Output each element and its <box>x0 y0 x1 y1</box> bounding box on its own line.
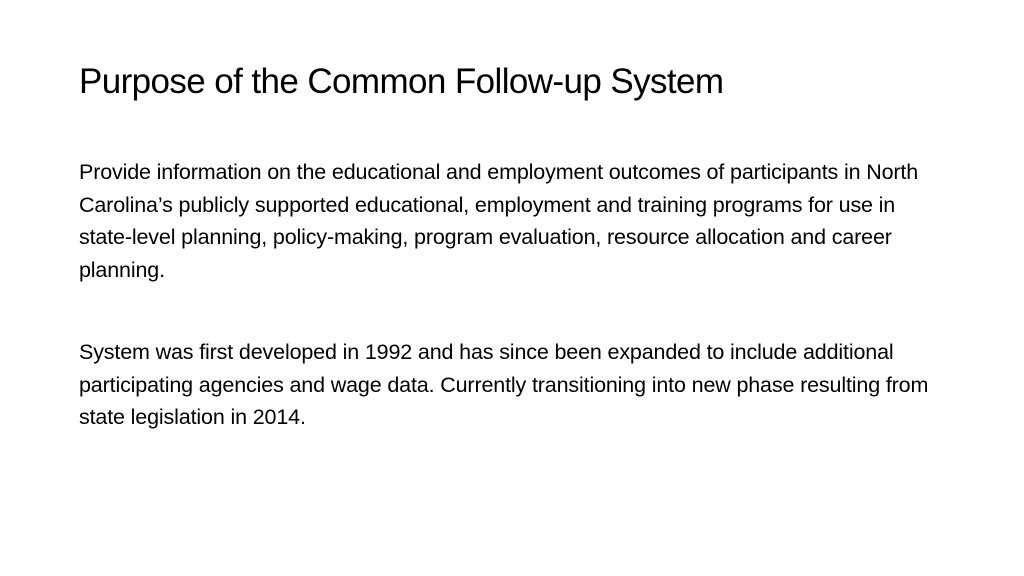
slide-body <box>79 156 949 484</box>
paragraph-purpose: Provide information on the educational and employment outcomes of participants in North Carolina’s publicly supported educational, employment and training programs for use in state-level planning, policy-making, program evaluation, resource allocation and career planning. <box>79 160 919 282</box>
paragraph-history: System was first developed in 1992 and has since been expanded to include additional participating agencies and wage data. Currently transitioning into new phase resulting from state legislation in 2014. <box>79 340 929 429</box>
slide-title: Purpose of the Common Follow-up System <box>79 62 724 101</box>
